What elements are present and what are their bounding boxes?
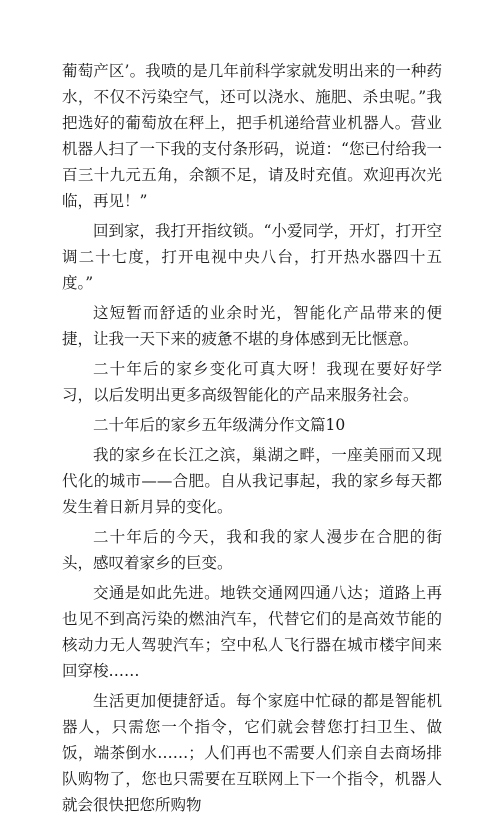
paragraph: 回到家，我打开指纹锁。“小爱同学，开灯，打开空调二十七度，打开电视中央八台，打开热水器四十五度。” <box>62 222 442 292</box>
paragraph-continued: 葡萄产区’。我喷的是几年前科学家就发明出来的一种药水，不仅不污染空气，还可以浇水、施肥、杀虫呢。”我把选好的葡萄放在秤上，把手机递给营业机器人。营业机器人扫了一下我的支付条形码，说道：“您已付给我一百三十九元五角，余额不足，请及时充值。欢迎再次光临，再见！” <box>62 62 442 210</box>
paragraph: 生活更加便捷舒适。每个家庭中忙碌的都是智能机器人，只需您一个指令，它们就会替您打扫卫生、做饭，端茶倒水……；人们再也不需要人们亲自去商场排队购物了，您也只需要在互联网上下一个指令，机器人就会很快把您所购物 <box>62 692 442 814</box>
essay-title: 二十年后的家乡五年级满分作文篇10 <box>93 416 346 434</box>
paragraph: 交通是如此先进。地铁交通网四通八达；道路上再也见不到高污染的燃油汽车，代替它们的是高效节能的核动力无人驾驶汽车；空中私人飞行器在城市楼宇间来回穿梭…… <box>62 584 442 680</box>
paragraph: 二十年后的家乡变化可真大呀！我现在要好好学习，以后发明出更多高级智能化的产品来服务社会。 <box>62 360 442 404</box>
paragraph: 我的家乡在长江之滨，巢湖之畔，一座美丽而又现代化的城市——合肥。自从我记事起，我的家乡每天都发生着日新月异的变化。 <box>62 446 442 516</box>
article-body <box>62 58 442 822</box>
paragraph: 二十年后的今天，我和我的家人漫步在合肥的街头，感叹着家乡的巨变。 <box>62 528 442 572</box>
paragraph: 这短暂而舒适的业余时光，智能化产品带来的便捷，让我一天下来的疲惫不堪的身体感到无比惬意。 <box>62 304 442 348</box>
